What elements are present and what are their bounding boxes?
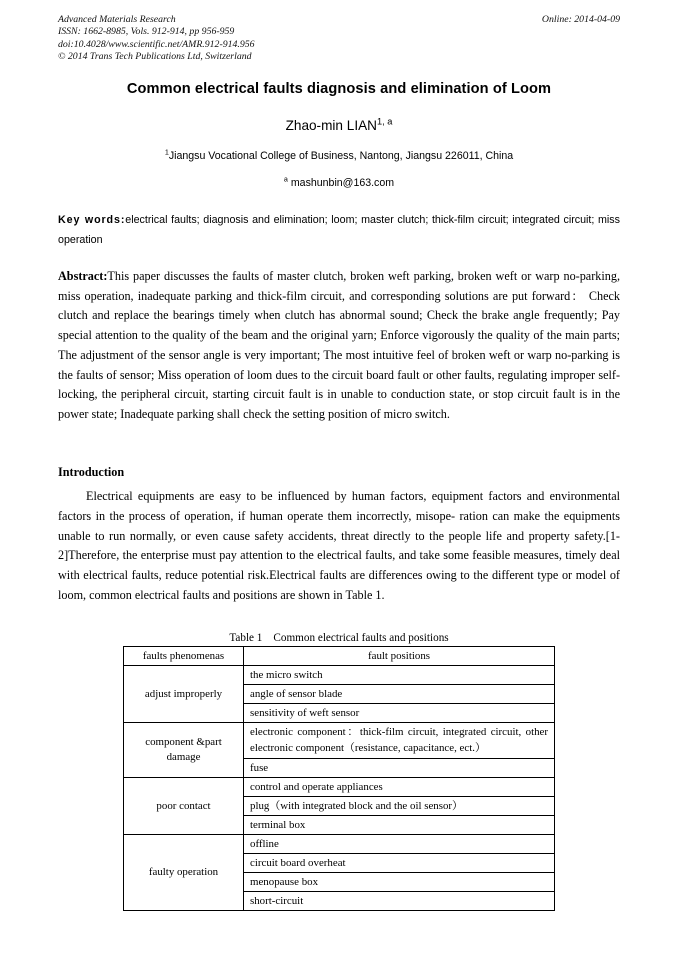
faults-positions-table: [123, 646, 555, 911]
table-row: [124, 666, 555, 685]
introduction-paragraph: Electrical equipments are easy to be influenced by human factors, equipment factors and environmental factors in the process of operation, if human operate them incorrectly, misope- ration can make the equipments unable to run normally, or even cause safety accidents, threat directly to the people life and property safety.[1-2]Therefore, the enterprise must pay attention to the electrical faults, and take some feasible measures, timely deal with electrical faults, reduce potential risk.Electrical faults are differences owing to the different type or model of loom, common electrical faults and positions are shown in Table 1.: [58, 489, 620, 602]
position-cell: terminal box: [244, 815, 555, 834]
position-cell: control and operate appliances: [244, 777, 555, 796]
table-row: [124, 834, 555, 853]
table-row: [124, 723, 555, 759]
keywords-text: electrical faults; diagnosis and elimination; loom; master clutch; thick-film circuit; integrated circuit; miss operation: [58, 214, 620, 246]
email-address: mashunbin@163.com: [290, 177, 395, 189]
email-line: [40, 175, 638, 191]
keywords-block: [58, 211, 620, 250]
abstract-label: Abstract:: [58, 269, 108, 283]
position-cell: menopause box: [244, 872, 555, 891]
affiliation-mark: 1: [164, 147, 169, 157]
category-cell: poor contact: [124, 777, 244, 834]
position-cell: electronic component：thick-film circuit, integrated circuit, other electronic component（resistance, capacitance, ect.）: [244, 723, 555, 759]
column-header-faults-phenomenas: faults phenomenas: [124, 647, 244, 666]
online-date: Online: 2014-04-09: [541, 14, 620, 25]
column-header-fault-positions: fault positions: [244, 647, 555, 666]
table-caption-label: Table 1: [229, 632, 263, 644]
position-cell: circuit board overheat: [244, 853, 555, 872]
journal-header: [58, 14, 620, 64]
section-heading-introduction: Introduction: [58, 465, 125, 479]
keywords-label: Key words:: [58, 214, 126, 226]
email-mark: a: [283, 174, 288, 184]
table-row: [124, 777, 555, 796]
category-cell: faulty operation: [124, 834, 244, 910]
issn-line: ISSN: 1662-8985, Vols. 912-914, pp 956-959: [58, 26, 235, 38]
affiliation-line: [40, 148, 638, 164]
doi-line: doi:10.4028/www.scientific.net/AMR.912-914.956: [58, 38, 255, 50]
author-line: [40, 116, 638, 135]
journal-header-top-row: [58, 14, 620, 26]
journal-name: Advanced Materials Research: [58, 14, 176, 25]
abstract-text: This paper discusses the faults of master clutch, broken weft parking, broken weft or warp no-parking, miss operation, inadequate parking and thick-film circuit, and corresponding solutions are put forward： Check clutch and replace the bearings timely when clutch has abnormal sound; Check the brake angle frequently; Pay special attention to the quality of the beam and the original yarn; Enforce vigorously the quality of the main parts; The adjustment of the sensor angle is very important; The most intuitive feel of broken weft or warp no-parking is the faults of sensor; Miss operation of loom dues to the circuit board fault or other faults, regulating improper self-locking, the peripheral circuit, starting circuit fault is in unable to conduction state, or stop circuit fault is in the power state; Inadequate parking shall check the setting position of micro switch.: [58, 269, 620, 421]
category-cell: component &part damage: [124, 723, 244, 778]
table-caption: [58, 631, 620, 646]
position-cell: sensitivity of weft sensor: [244, 704, 555, 723]
copyright-line: © 2014 Trans Tech Publications Ltd, Switzerland: [58, 51, 252, 63]
position-cell: angle of sensor blade: [244, 685, 555, 704]
author-name: Zhao-min LIAN: [285, 118, 377, 133]
position-cell: the micro switch: [244, 666, 555, 685]
affiliation-text: Jiangsu Vocational College of Business, Nantong, Jiangsu 226011, China: [168, 150, 514, 162]
table-caption-text: Common electrical faults and positions: [273, 632, 449, 644]
page-title: Common electrical faults diagnosis and elimination of Loom: [126, 81, 552, 97]
position-cell: plug（with integrated block and the oil sensor）: [244, 796, 555, 815]
position-cell: fuse: [244, 758, 555, 777]
abstract-block: [58, 267, 620, 425]
category-cell: adjust improperly: [124, 666, 244, 723]
author-affiliation-marks: 1, a: [377, 116, 393, 127]
table-header-row: [124, 647, 555, 666]
position-cell: offline: [244, 834, 555, 853]
position-cell: short-circuit: [244, 891, 555, 910]
